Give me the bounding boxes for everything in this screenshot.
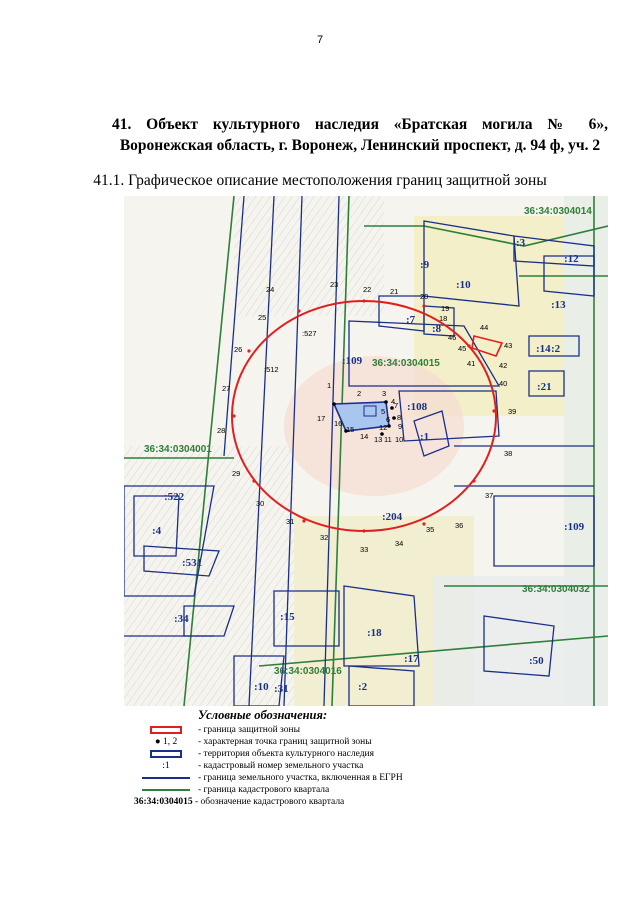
parcel-label: :21 bbox=[537, 381, 552, 393]
parcel-label: :3 bbox=[516, 237, 526, 249]
parcel-label: :12 bbox=[564, 253, 579, 265]
point-label: 43 bbox=[504, 341, 513, 350]
point-label: 8 bbox=[397, 413, 402, 422]
page-number: 7 bbox=[316, 34, 324, 46]
point-label: 13 bbox=[374, 435, 383, 444]
section-subheading: 41.1. Графическое описание местоположения границ защитной зоны bbox=[93, 172, 547, 189]
zone-symbol bbox=[134, 724, 198, 736]
legend-title: Условные обозначения: bbox=[198, 708, 328, 722]
point-label: 15 bbox=[346, 425, 355, 434]
point-label: 12 bbox=[379, 423, 388, 432]
point-label: 11 bbox=[384, 435, 392, 444]
parcel-label: :34 bbox=[174, 613, 189, 625]
parcel-label: :1 bbox=[420, 431, 430, 443]
parcel-label: :31 bbox=[274, 683, 289, 695]
quarter-label: 36:34:0304032 bbox=[522, 584, 590, 595]
parcel-label: :14 bbox=[536, 343, 551, 355]
parcel-label: :522 bbox=[164, 491, 185, 503]
point-label: 22 bbox=[363, 285, 372, 294]
parcel-line-symbol bbox=[134, 772, 198, 784]
parcel-label: :9 bbox=[420, 259, 430, 271]
legend-text: - граница защитной зоны bbox=[198, 725, 300, 735]
point-label: 18 bbox=[439, 314, 448, 323]
parcel-label: :108 bbox=[407, 401, 428, 413]
quarter-label: 36:34:0304001 bbox=[144, 444, 212, 455]
point-label: 34 bbox=[395, 539, 404, 548]
point-label: 31 bbox=[286, 517, 295, 526]
point-label: 5 bbox=[381, 407, 386, 416]
point-label: 27 bbox=[222, 384, 231, 393]
legend-row-zone bbox=[134, 724, 554, 736]
legend-row-quarter-key bbox=[134, 796, 554, 808]
point-label: 6 bbox=[386, 415, 391, 424]
point-label: 23 bbox=[330, 280, 339, 289]
point-label: 30 bbox=[256, 499, 265, 508]
quarter-key: 36:34:0304015 bbox=[134, 797, 193, 807]
point-label: 9 bbox=[398, 422, 403, 431]
parcel-label: :18 bbox=[367, 627, 382, 639]
quarter-label: 36:34:0304016 bbox=[274, 666, 342, 677]
point-label: 29 bbox=[232, 469, 241, 478]
legend-row-cadastral-number bbox=[134, 760, 554, 772]
point-label: 4 bbox=[391, 397, 396, 406]
point-label: 35 bbox=[426, 525, 435, 534]
parcel-label: :2 bbox=[551, 343, 561, 355]
point-label: 44 bbox=[480, 323, 489, 332]
point-label: 3 bbox=[382, 389, 387, 398]
legend-text: - обозначение кадастрового квартала bbox=[194, 797, 345, 807]
point-label: 2 bbox=[357, 389, 362, 398]
point-label: 16 bbox=[334, 419, 343, 428]
legend-text: - территория объекта культурного наследия bbox=[198, 749, 374, 759]
point-label: 33 bbox=[360, 545, 369, 554]
parcel-label: :10 bbox=[456, 279, 471, 291]
point-label: 25 bbox=[258, 313, 267, 322]
legend-text: - граница кадастрового квартала bbox=[198, 785, 330, 795]
parcel-label: :204 bbox=[382, 511, 403, 523]
point-label: 28 bbox=[217, 426, 226, 435]
point-label: 17 bbox=[317, 414, 326, 423]
point-label: 39 bbox=[508, 407, 517, 416]
map-hatch-top bbox=[234, 196, 384, 316]
legend-row-point bbox=[134, 736, 554, 748]
point-label: 24 bbox=[266, 285, 275, 294]
parcel-label: :531 bbox=[182, 557, 203, 569]
parcel-label: :15 bbox=[280, 611, 295, 623]
point-label: 7 bbox=[394, 401, 399, 410]
quarter-label: 36:34:0304014 bbox=[524, 206, 592, 217]
parcel-label: :7 bbox=[406, 314, 416, 326]
point-label: 19 bbox=[441, 304, 450, 313]
quarter-line-symbol bbox=[134, 784, 198, 796]
cadastral-map bbox=[124, 196, 608, 706]
quarter-label: 36:34:0304015 bbox=[372, 358, 440, 369]
cadastral-number-symbol: :1 bbox=[162, 761, 170, 771]
point-symbol bbox=[134, 736, 198, 748]
parcel-label: :109 bbox=[342, 355, 363, 367]
parcel-label: :2 bbox=[358, 681, 368, 693]
point-label: 14 bbox=[360, 432, 369, 441]
point-label: 10 bbox=[395, 435, 404, 444]
legend-row-quarter-line bbox=[134, 784, 554, 796]
point-label: 1 bbox=[327, 381, 332, 390]
point-label: 37 bbox=[485, 491, 494, 500]
point-label: 26 bbox=[234, 345, 243, 354]
point-label: 21 bbox=[390, 287, 399, 296]
point-label: 41 bbox=[467, 359, 476, 368]
point-label: 42 bbox=[499, 361, 508, 370]
section-heading: 41. Объект культурного наследия «Братская могила № 6», Воронежская область, г. Воронеж, Ленинский проспект, д. 94 ф, уч. 2 bbox=[112, 116, 608, 154]
parcel-label: :13 bbox=[551, 299, 566, 311]
legend-text: - характерная точка границ защитной зоны bbox=[198, 737, 372, 747]
parcel-label-small: :527 bbox=[302, 329, 317, 338]
parcel-label: :17 bbox=[404, 653, 419, 665]
parcel-label: :50 bbox=[529, 655, 544, 667]
legend-row-parcel-line bbox=[134, 772, 554, 784]
heritage-symbol bbox=[134, 748, 198, 760]
point-symbol-text: ● 1, 2 bbox=[154, 737, 178, 747]
point-label: 38 bbox=[504, 449, 513, 458]
parcel-label: :8 bbox=[432, 323, 442, 335]
parcel-label: :109 bbox=[564, 521, 585, 533]
legend-row-heritage bbox=[134, 748, 554, 760]
parcel-label-small: :512 bbox=[264, 365, 279, 374]
point-label: 20 bbox=[420, 292, 429, 301]
parcel-label: :10 bbox=[254, 681, 269, 693]
point-label: 40 bbox=[499, 379, 508, 388]
point-label: 36 bbox=[455, 521, 464, 530]
legend-text: - кадастровый номер земельного участка bbox=[198, 761, 364, 771]
point-label: 32 bbox=[320, 533, 329, 542]
point-label: 46 bbox=[448, 333, 457, 342]
parcel-label: :4 bbox=[152, 525, 162, 537]
point-label: 45 bbox=[458, 344, 467, 353]
legend-text: - граница земельного участка, включенная в ЕГРН bbox=[198, 773, 403, 783]
map-legend bbox=[134, 709, 554, 808]
map-south-block bbox=[434, 576, 604, 706]
